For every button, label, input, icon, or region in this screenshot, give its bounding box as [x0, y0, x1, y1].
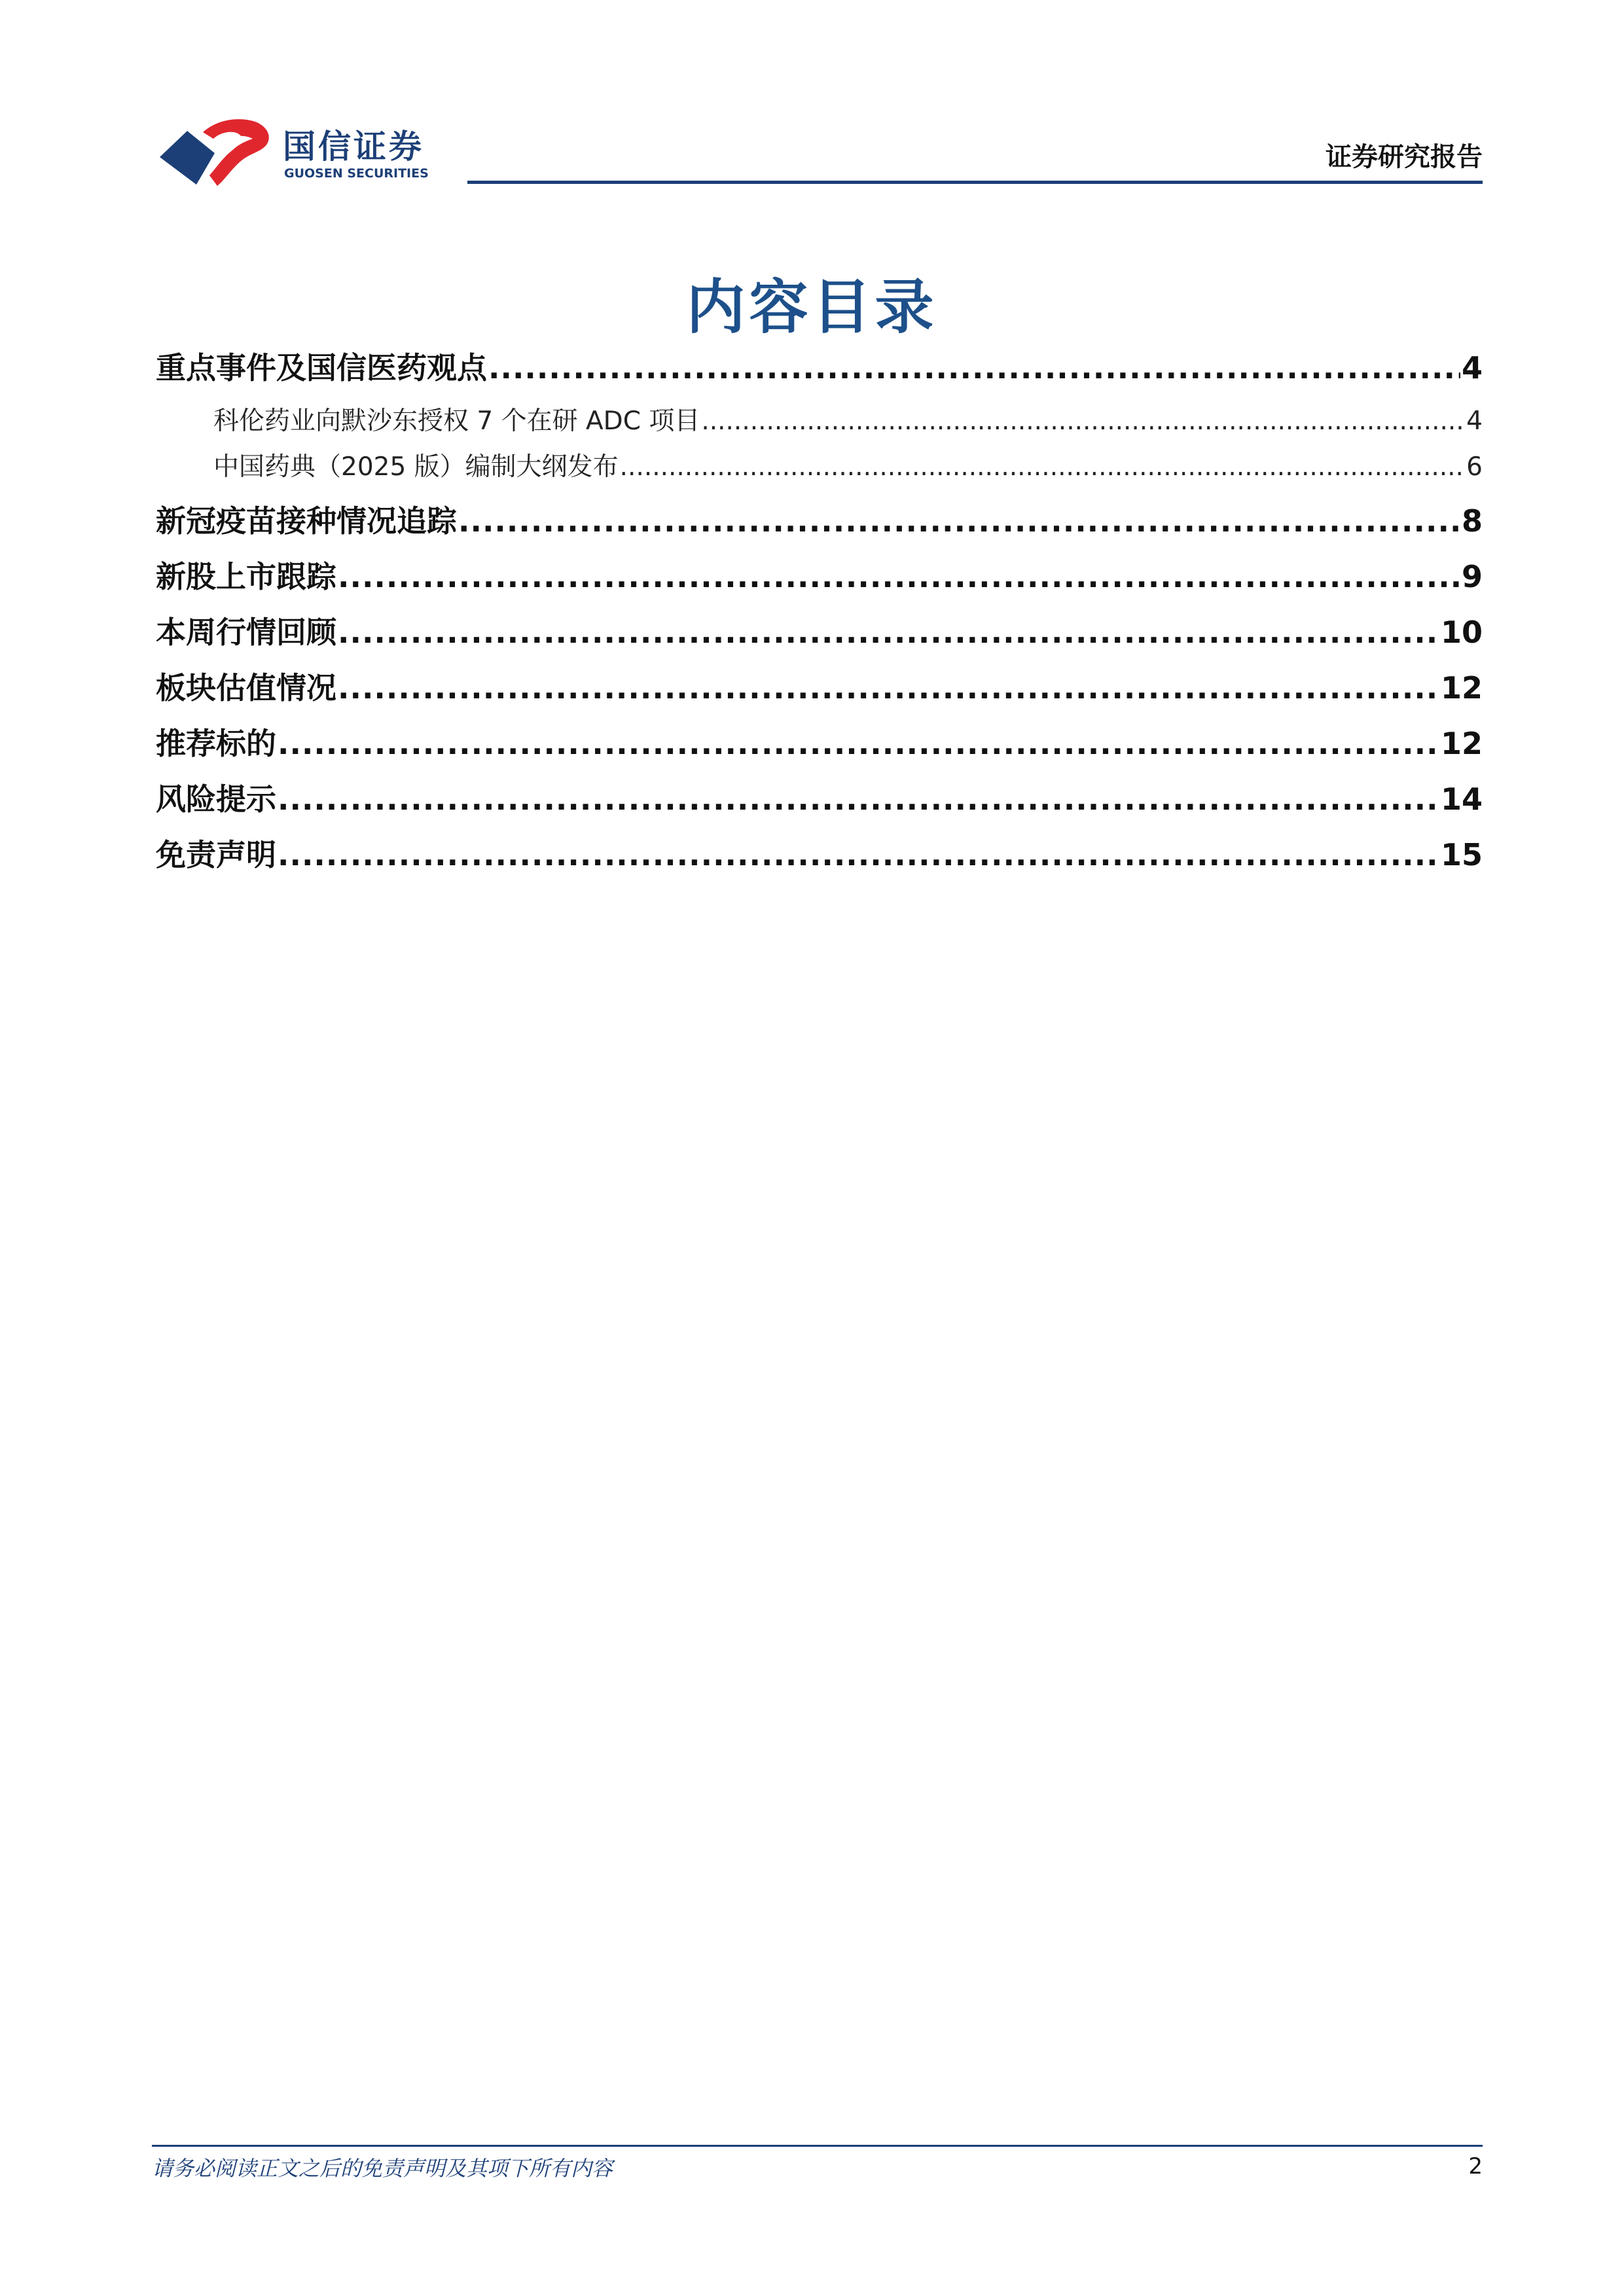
toc-entry-page: 15 [1440, 837, 1483, 872]
page-number: 2 [1468, 2153, 1483, 2179]
toc-entry-page: 4 [1461, 350, 1483, 386]
report-type-label: 证券研究报告 [1326, 142, 1483, 172]
toc-entry-page: 10 [1440, 615, 1483, 650]
toc-entry-page: 6 [1466, 452, 1483, 482]
header-divider [467, 181, 1483, 184]
toc-entry-page: 12 [1440, 726, 1483, 761]
toc-dot-leader [488, 350, 1460, 386]
toc-entry-page: 8 [1461, 503, 1483, 539]
company-logo [157, 115, 439, 194]
toc-dot-leader [338, 559, 1460, 594]
toc-entry[interactable] [156, 720, 1483, 763]
toc-entry-label: 推荐标的 [156, 726, 276, 761]
toc-entry-label: 中国药典（2025 版）编制大纲发布 [213, 452, 619, 482]
toc-dot-leader [278, 781, 1439, 817]
toc-entry-label: 板块估值情况 [156, 670, 336, 706]
toc-entry[interactable] [156, 664, 1483, 708]
toc-entry-label: 本周行情回顾 [156, 615, 336, 650]
toc-entry-page: 14 [1440, 781, 1483, 817]
toc-entry-label: 新股上市跟踪 [156, 559, 336, 594]
toc-entry[interactable] [156, 497, 1483, 541]
toc-dot-leader [620, 452, 1466, 482]
toc-entry-label: 新冠疫苗接种情况追踪 [156, 503, 457, 539]
toc-entry-page: 9 [1461, 559, 1483, 594]
toc-dot-leader [701, 406, 1465, 436]
toc-entry[interactable] [156, 609, 1483, 652]
toc-entry[interactable] [156, 776, 1483, 819]
toc-entry[interactable] [156, 344, 1483, 387]
toc-dot-leader [278, 837, 1439, 872]
toc-entry-label: 免责声明 [156, 837, 276, 872]
footer-disclaimer: 请务必阅读正文之后的免责声明及其项下所有内容 [152, 2156, 613, 2181]
toc-entry-label: 重点事件及国信医药观点 [156, 350, 487, 386]
toc-title: 内容目录 [686, 273, 938, 342]
toc-dot-leader [458, 503, 1460, 539]
toc-dot-leader [278, 726, 1439, 761]
logo-english-name: GUOSEN SECURITIES [284, 166, 429, 181]
toc-entry-label: 科伦药业向默沙东授权 7 个在研 ADC 项目 [213, 406, 700, 436]
toc-subentry[interactable] [213, 401, 1483, 437]
toc-entry[interactable] [156, 553, 1483, 596]
toc-subentry[interactable] [213, 446, 1483, 483]
footer-divider [152, 2145, 1483, 2147]
toc-entry-label: 风险提示 [156, 781, 276, 817]
logo-chinese-name: 国信证券 [283, 128, 424, 166]
toc-dot-leader [338, 615, 1439, 650]
toc-entry-page: 4 [1466, 406, 1483, 436]
guosen-logo-icon [157, 115, 275, 187]
toc-dot-leader [338, 670, 1439, 706]
toc-entry[interactable] [156, 831, 1483, 874]
toc-entry-page: 12 [1440, 670, 1483, 706]
